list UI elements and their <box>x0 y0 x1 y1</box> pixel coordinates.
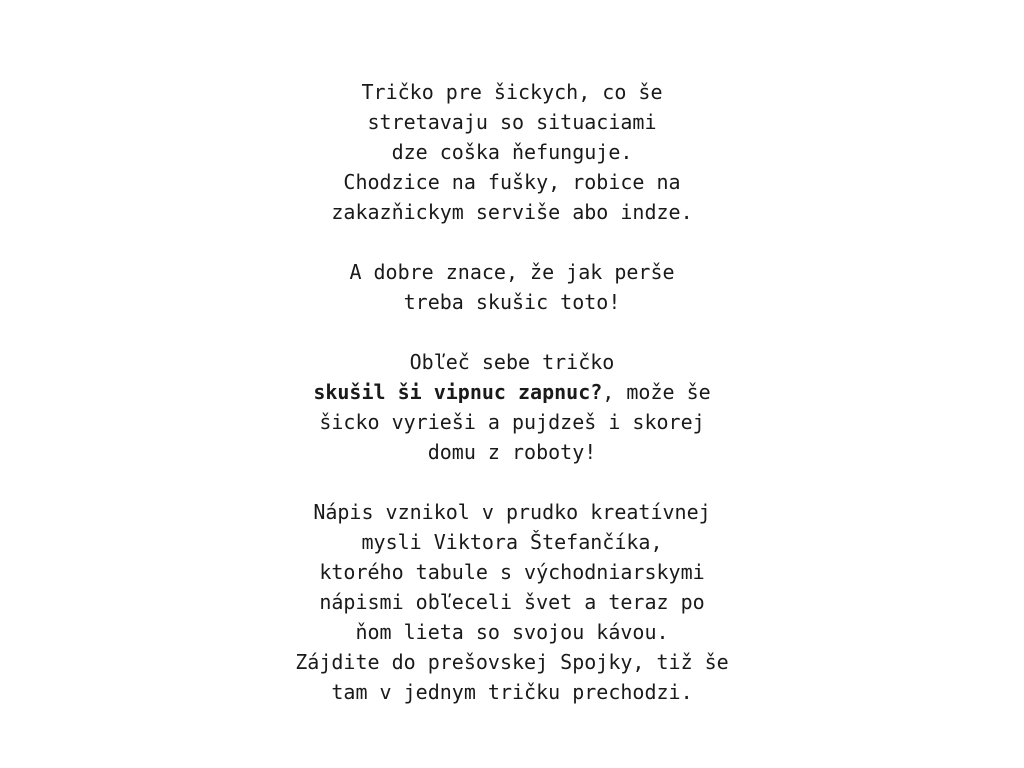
text-line: Tričko pre šickych, co še <box>361 80 663 104</box>
text-line: treba skušic toto! <box>403 290 621 314</box>
text-fragment: , može še <box>602 380 711 404</box>
text-line: Nápis vznikol v prudko kreatívnej <box>313 500 711 524</box>
second-paragraph <box>212 257 812 317</box>
text-line: Zájdite do prešovskej Spojky, tiž še <box>295 650 729 674</box>
text-line: šicko vyrieši a pujdzeš i skorej <box>319 410 705 434</box>
bold-phrase: skušil ši vipnuc zapnuc? <box>313 380 603 404</box>
text-line: mysli Viktora Štefančíka, <box>361 530 663 554</box>
text-line: stretavaju so situaciami <box>367 110 657 134</box>
text-line: ktorého tabule s východniarskymi <box>319 560 705 584</box>
text-line: Obľeč sebe tričko <box>409 350 615 374</box>
text-line: domu z roboty! <box>427 440 597 464</box>
text-line <box>212 377 812 407</box>
text-line: Chodzice na fušky, robice na <box>343 170 681 194</box>
fourth-paragraph <box>212 497 812 707</box>
product-description <box>212 77 812 707</box>
intro-paragraph <box>212 77 812 227</box>
text-line: nápismi obľeceli švet a teraz po <box>319 590 705 614</box>
text-line: ňom lieta so svojou kávou. <box>355 620 669 644</box>
text-line: A dobre znace, že jak perše <box>349 260 675 284</box>
text-line: zakazňickym serviše abo indze. <box>331 200 693 224</box>
text-line: tam v jednym tričku prechodzi. <box>331 680 693 704</box>
third-paragraph <box>212 347 812 467</box>
text-line: dze coška ňefunguje. <box>391 140 633 164</box>
